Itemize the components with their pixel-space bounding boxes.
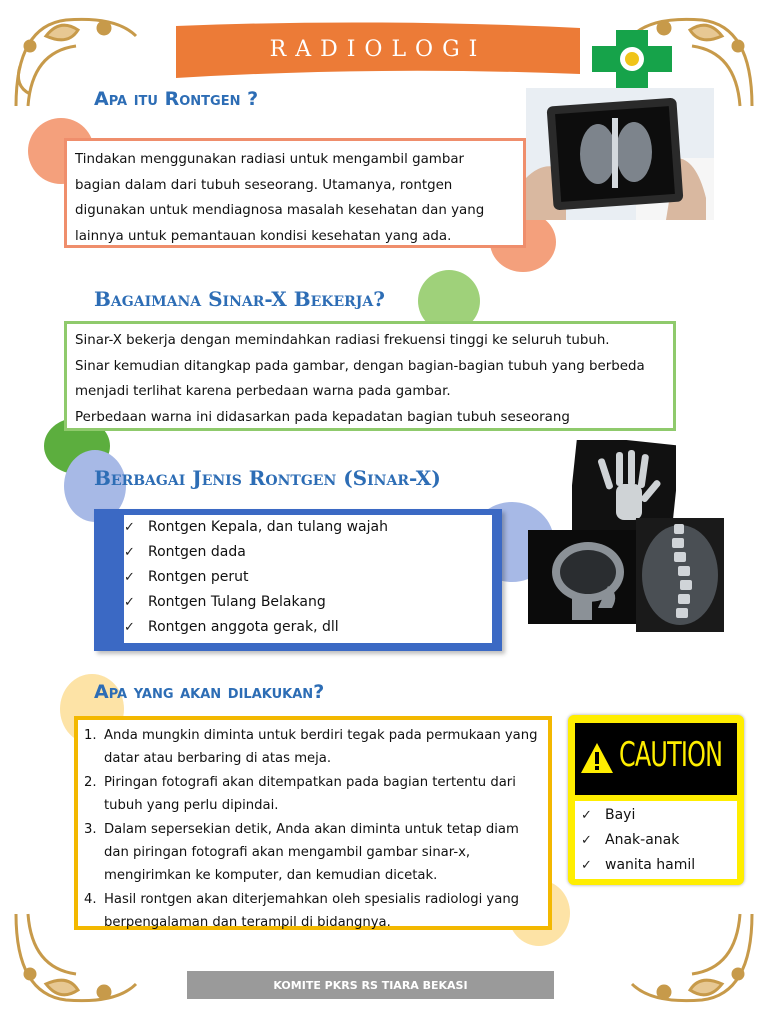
step-text: Piringan fotografi akan ditempatkan pada bagian tertentu dari tubuh yang perlu dipindai. xyxy=(104,774,516,814)
list-item-label: Rontgen Tulang Belakang xyxy=(148,594,326,610)
spine-xray-photo xyxy=(636,518,724,632)
list-item-label: Rontgen anggota gerak, dll xyxy=(148,619,339,635)
caution-sign xyxy=(568,715,744,885)
step-number: 4. xyxy=(84,891,97,907)
text-line: menjadi terlihat karena perbedaan warna pada gambar. xyxy=(75,384,451,399)
jenis-rontgen-box xyxy=(94,509,502,651)
prosedur-box xyxy=(74,716,552,930)
list-item xyxy=(581,803,737,828)
caution-list-panel xyxy=(575,801,737,879)
hospital-logo xyxy=(588,22,676,92)
text-line: Perbedaan warna ini didasarkan pada kepadatan bagian tubuh seseorang xyxy=(75,409,570,425)
check-icon: ✓ xyxy=(124,545,135,560)
text-line: bagian dalam dari tubuh seseorang. Utamanya, rontgen xyxy=(75,177,453,193)
list-item xyxy=(124,515,492,540)
list-item xyxy=(581,828,737,853)
step-text: Dalam sepersekian detik, Anda akan diminta untuk tetap diam dan piringan fotografi akan mengambil gambar sinar-x, mengirimkan ke komputer, dan kemudian dicetak. xyxy=(104,821,519,884)
text-line: Sinar-X bekerja dengan memindahkan radiasi frekuensi tinggi ke seluruh tubuh. xyxy=(75,333,610,348)
check-icon: ✓ xyxy=(124,570,135,585)
list-item-label: Bayi xyxy=(605,807,636,823)
list-item-label: Anak-anak xyxy=(605,832,680,848)
check-icon: ✓ xyxy=(124,520,135,535)
list-item xyxy=(124,540,492,565)
skull-xray-photo xyxy=(528,530,640,624)
step-text: Hasil rontgen akan diterjemahkan oleh spesialis radiologi yang berpengalaman dan terampil di bidangnya. xyxy=(104,891,520,931)
list-item-label: Rontgen perut xyxy=(148,569,249,585)
text-line: lainnya untuk pemantauan kondisi kesehatan yang ada. xyxy=(75,228,452,244)
warning-icon xyxy=(579,741,615,775)
text-line: digunakan untuk mendiagnosa masalah kesehatan dan yang xyxy=(75,203,485,218)
footer-bar: KOMITE PKRS RS TIARA BEKASI xyxy=(187,971,554,999)
heading-jenis-rontgen: Berbagai Jenis Rontgen (Sinar-X) xyxy=(94,466,441,490)
rontgen-description-box xyxy=(64,138,526,248)
heading-apa-itu-rontgen: Apa itu Rontgen ? xyxy=(94,88,259,110)
text-line: Sinar kemudian ditangkap pada gambar, dengan bagian-bagian tubuh yang berbeda xyxy=(75,358,645,374)
jenis-rontgen-list xyxy=(124,515,492,640)
heading-apa-yang-dilakukan: Apa yang akan dilakukan? xyxy=(94,681,325,703)
jenis-rontgen-list-panel xyxy=(124,515,492,643)
list-item xyxy=(82,888,542,935)
step-number: 3. xyxy=(84,821,97,837)
list-item xyxy=(82,818,542,888)
list-item xyxy=(124,615,492,640)
heading-bagaimana-sinar-x: Bagaimana Sinar-X Bekerja? xyxy=(94,287,385,311)
chest-xray-tablet-photo xyxy=(526,88,714,220)
corner-ornament-bottom-right xyxy=(622,904,762,1014)
title-banner xyxy=(176,18,580,80)
list-item xyxy=(124,565,492,590)
caution-title: CAUTION xyxy=(619,735,723,775)
step-text: Anda mungkin diminta untuk berdiri tegak pada permukaan yang datar atau berbaring di atas meja. xyxy=(104,728,538,767)
list-item-label: Rontgen Kepala, dan tulang wajah xyxy=(148,519,388,535)
list-item xyxy=(581,853,737,878)
text-line: Tindakan menggunakan radiasi untuk mengambil gambar xyxy=(75,152,465,167)
step-number: 1. xyxy=(84,728,97,743)
list-item xyxy=(124,590,492,615)
list-item xyxy=(82,771,542,818)
check-icon: ✓ xyxy=(581,833,592,848)
page-title: RADIOLOGI xyxy=(269,36,487,62)
check-icon: ✓ xyxy=(124,620,135,635)
check-icon: ✓ xyxy=(124,595,135,610)
list-item-label: Rontgen dada xyxy=(148,544,246,560)
list-item xyxy=(82,724,542,771)
caution-list xyxy=(575,801,737,878)
prosedur-steps xyxy=(82,724,542,935)
check-icon: ✓ xyxy=(581,808,592,823)
list-item-label: wanita hamil xyxy=(605,857,696,873)
caution-header xyxy=(575,723,737,795)
step-number: 2. xyxy=(84,774,97,790)
check-icon: ✓ xyxy=(581,858,592,873)
sinar-x-description-box xyxy=(64,321,676,431)
